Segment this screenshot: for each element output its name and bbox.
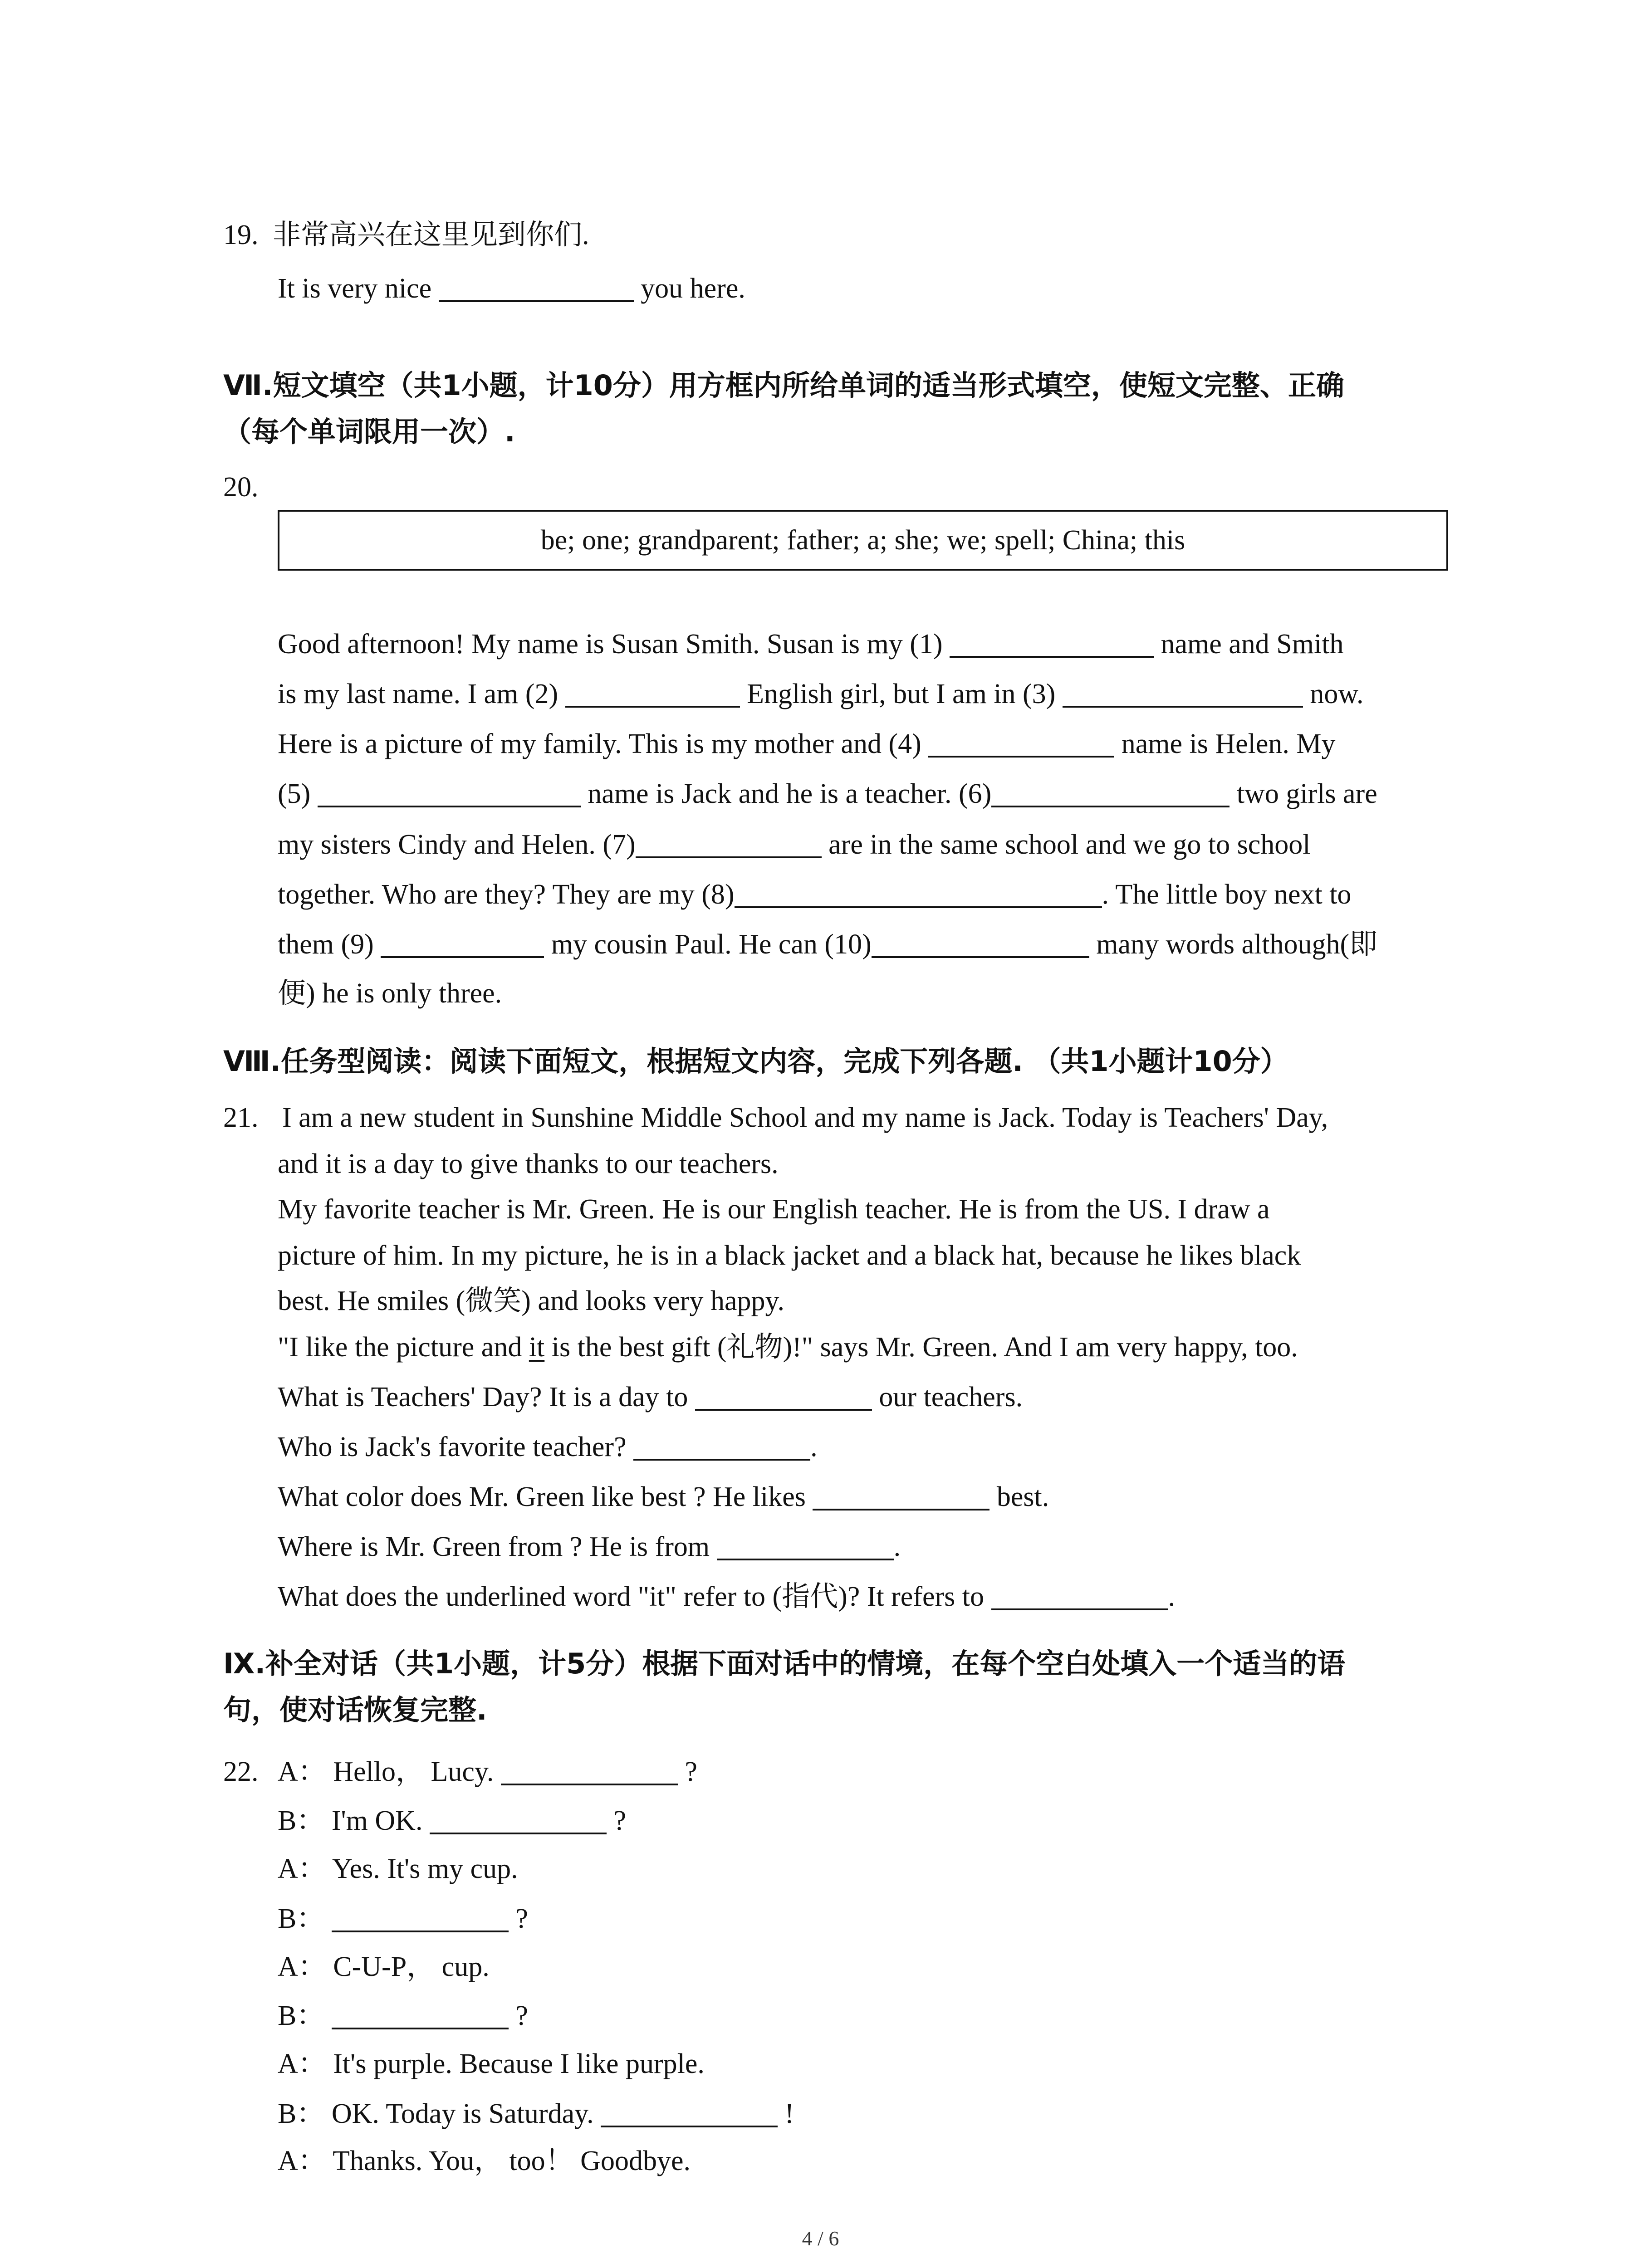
dialogue-line: A： Yes. It's my cup. xyxy=(278,1853,518,1884)
passage-line: them (9) my cousin Paul. He can (10) many words although(即 xyxy=(278,929,1378,960)
section-9-heading: Ⅸ.补全对话（共1小题，计5分）根据下面对话中的情境，在每个空白处填入一个适当的语 xyxy=(223,1647,1346,1680)
speaker: A： xyxy=(278,2048,326,2079)
answer-blank[interactable] xyxy=(332,2000,509,2029)
blank-4[interactable] xyxy=(928,728,1114,758)
dialogue-line: B： ? xyxy=(278,1903,528,1934)
dialogue-line: B： OK. Today is Saturday. ! xyxy=(278,2098,794,2129)
section-8-heading: Ⅷ.任务型阅读：阅读下面短文，根据短文内容，完成下列各题. （共1小题计10分） xyxy=(223,1045,1288,1078)
question-number: 19. xyxy=(223,220,259,250)
section-9-heading-cont: 句，使对话恢复完整. xyxy=(223,1693,487,1726)
q19-chinese: 非常高兴在这里见到你们. xyxy=(273,220,589,250)
speaker: B： xyxy=(278,1903,325,1934)
answer-blank[interactable] xyxy=(430,1805,607,1834)
dialogue-line: A： Thanks. You， too！ Goodbye. xyxy=(278,2146,691,2176)
passage-line: Good afternoon! My name is Susan Smith. Susan is my (1) name and Smith xyxy=(278,629,1344,660)
question-number: 21. xyxy=(223,1102,259,1133)
speaker: B： xyxy=(278,2000,325,2031)
answer-blank[interactable] xyxy=(332,1903,509,1932)
q19-prompt xyxy=(223,217,589,254)
passage-line: 便) he is only three. xyxy=(278,978,502,1009)
dialogue-line: B： I'm OK. ? xyxy=(278,1805,626,1836)
passage-line: (5) name is Jack and he is a teacher. (6) two girls are xyxy=(278,778,1377,809)
answer-blank[interactable] xyxy=(501,1756,678,1785)
blank-6[interactable] xyxy=(991,778,1230,807)
blank-10[interactable] xyxy=(872,929,1089,958)
underlined-word: it xyxy=(529,1332,545,1363)
passage-line: together. Who are they? They are my (8) . The little boy next to xyxy=(278,879,1352,910)
speaker: A： xyxy=(278,1756,326,1787)
blank-2[interactable] xyxy=(565,679,740,708)
passage-line: Here is a picture of my family. This is my mother and (4) name is Helen. My xyxy=(278,728,1336,759)
reading-passage-line: "I like the picture and it is the best gift (礼物)!" says Mr. Green. And I am very happy, too. xyxy=(278,1332,1298,1363)
word-box-text: be; one; grandparent; father; a; she; we; spell; China; this xyxy=(540,524,1185,556)
answer-blank[interactable] xyxy=(601,2098,778,2127)
section-7-heading: Ⅶ.短文填空（共1小题，计10分）用方框内所给单词的适当形式填空，使短文完整、正确 xyxy=(223,369,1344,402)
task-question: What color does Mr. Green like best ? He likes best. xyxy=(278,1481,1049,1512)
reading-passage-line: picture of him. In my picture, he is in a black jacket and a black hat, because he likes black xyxy=(278,1240,1301,1271)
blank-9[interactable] xyxy=(381,929,544,958)
blank-1[interactable] xyxy=(950,629,1154,658)
dialogue-line: B： ? xyxy=(278,2000,528,2031)
passage-line: is my last name. I am (2) English girl, but I am in (3) now. xyxy=(278,679,1364,709)
reading-passage-line: I am a new student in Sunshine Middle School and my name is Jack. Today is Teachers' Day, xyxy=(282,1102,1328,1133)
word-box xyxy=(278,510,1448,571)
section-7-heading-cont: （每个单词限用一次）. xyxy=(223,415,515,448)
page-number: 4 / 6 xyxy=(802,2227,839,2250)
dialogue-line: A： It's purple. Because I like purple. xyxy=(278,2048,705,2079)
dialogue-line: A： C-U-P， cup. xyxy=(278,1951,490,1982)
passage-line: my sisters Cindy and Helen. (7) are in the same school and we go to school xyxy=(278,829,1311,860)
speaker: A： xyxy=(278,1951,326,1982)
speaker: B： xyxy=(278,2098,325,2129)
q19-sentence: It is very nice you here. xyxy=(278,273,745,304)
answer-blank[interactable] xyxy=(717,1531,894,1560)
speaker: A： xyxy=(278,2146,326,2176)
answer-blank[interactable] xyxy=(813,1481,989,1510)
task-question: Where is Mr. Green from ? He is from . xyxy=(278,1531,901,1562)
question-number: 20. xyxy=(223,472,259,503)
blank-3[interactable] xyxy=(1063,679,1303,708)
answer-blank[interactable] xyxy=(439,273,634,302)
reading-passage-line: and it is a day to give thanks to our teachers. xyxy=(278,1149,779,1179)
speaker: A： xyxy=(278,1853,326,1884)
answer-blank[interactable] xyxy=(695,1382,872,1411)
speaker: B： xyxy=(278,1805,325,1836)
dialogue-line: A： Hello， Lucy. ? xyxy=(278,1756,697,1787)
task-question: Who is Jack's favorite teacher? . xyxy=(278,1432,818,1462)
answer-blank[interactable] xyxy=(633,1432,810,1461)
reading-passage-line: best. He smiles (微笑) and looks very happy. xyxy=(278,1286,784,1316)
answer-blank[interactable] xyxy=(991,1581,1168,1610)
reading-passage-line: My favorite teacher is Mr. Green. He is our English teacher. He is from the US. I draw a xyxy=(278,1194,1270,1225)
question-number: 22. xyxy=(223,1756,259,1787)
blank-7[interactable] xyxy=(636,829,822,858)
blank-8[interactable] xyxy=(735,879,1102,908)
task-question: What does the underlined word "it" refer to (指代)? It refers to . xyxy=(278,1581,1175,1612)
blank-5[interactable] xyxy=(318,778,581,807)
task-question: What is Teachers' Day? It is a day to our teachers. xyxy=(278,1382,1023,1413)
